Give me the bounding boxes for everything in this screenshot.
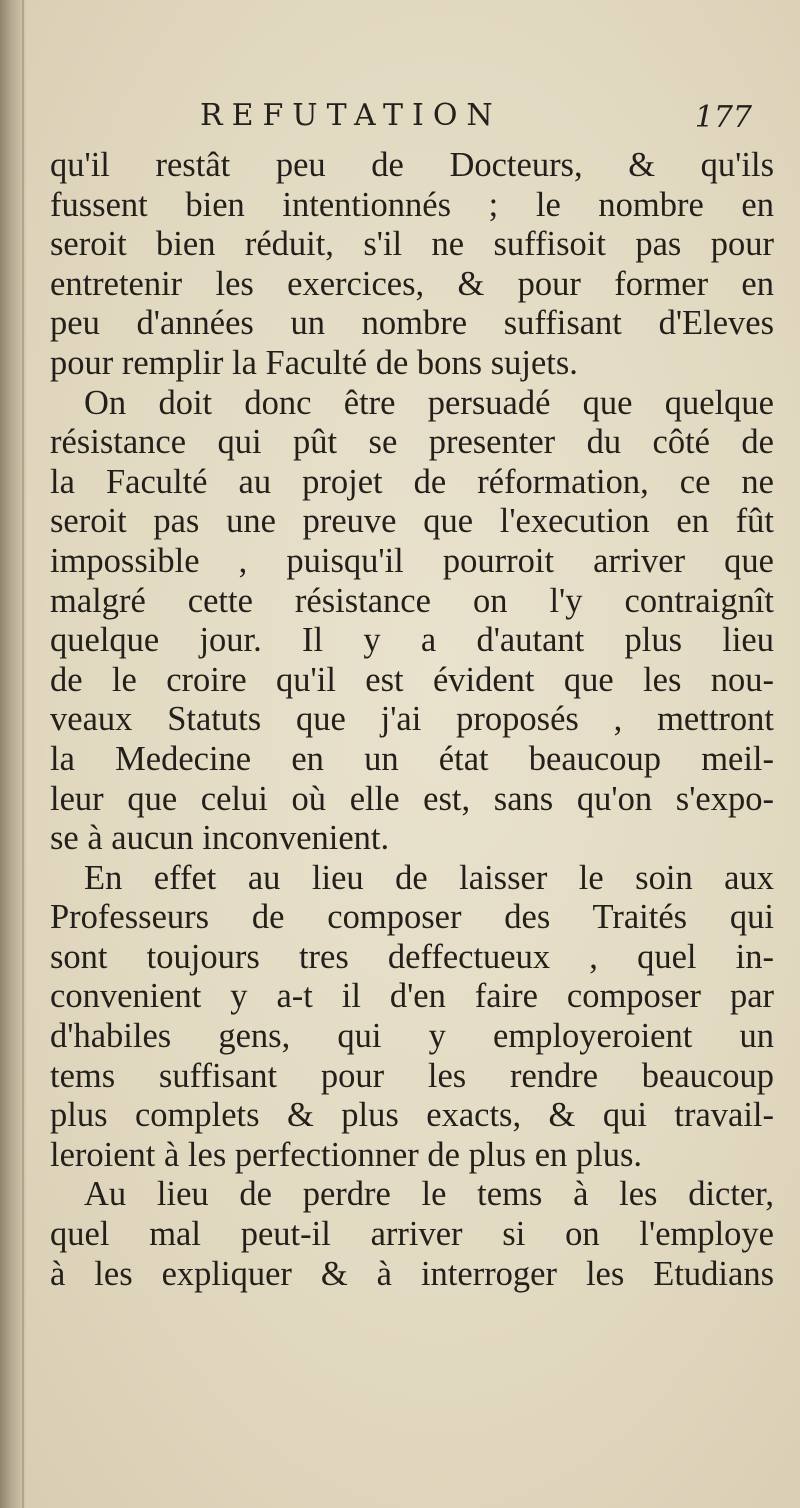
text-line: seroit bien réduit, s'il ne suffisoit pas pour xyxy=(50,225,774,264)
text-line: résistance qui pût se presenter du côté de xyxy=(50,423,774,462)
text-line: qu'il restât peu de Docteurs, & qu'ils xyxy=(50,146,774,184)
text-line: quelque jour. Il y a d'autant plus lieu xyxy=(50,621,774,660)
text-line: Au lieu de perdre le tems à les dicter, xyxy=(84,1175,774,1214)
text-line: de le croire qu'il est évident que les nou- xyxy=(50,660,774,699)
text-line: se à aucun inconvenient. xyxy=(50,819,390,858)
text-line: convenient y a-t il d'en faire composer par xyxy=(50,977,774,1016)
text-line: pour remplir la Faculté de bons sujets. xyxy=(50,343,578,382)
text-line: malgré cette résistance on l'y contraignît xyxy=(50,581,774,620)
text-line: fussent bien intentionnés ; le nombre en xyxy=(50,185,774,224)
page-number: 177 xyxy=(694,100,752,135)
gutter-shadow-line xyxy=(22,0,24,1508)
text-line: peu d'années un nombre suffisant d'Eleves xyxy=(50,304,774,343)
body-text xyxy=(50,146,774,1294)
text-line: On doit donc être persuadé que quelque xyxy=(84,383,774,422)
text-line: leur que celui où elle est, sans qu'on s'expo- xyxy=(50,779,774,818)
text-line: Professeurs de composer des Traités qui xyxy=(50,898,774,937)
text-line: la Medecine en un état beaucoup meil- xyxy=(50,739,774,778)
text-line: tems suffisant pour les rendre beaucoup xyxy=(50,1056,774,1095)
text-line: la Faculté au projet de réformation, ce ne xyxy=(50,462,774,501)
text-line: sont toujours tres deffectueux , quel in- xyxy=(50,937,774,976)
text-line: En effet au lieu de laisser le soin aux xyxy=(84,858,774,897)
text-line: plus complets & plus exacts, & qui travail- xyxy=(50,1096,774,1135)
text-line: à les expliquer & à interroger les Etudians xyxy=(50,1254,774,1293)
running-head: REFUTATION xyxy=(200,98,502,133)
text-line: seroit pas une preuve que l'execution en fût xyxy=(50,502,774,541)
text-line: impossible , puisqu'il pourroit arriver que xyxy=(50,541,774,580)
text-line: entretenir les exercices, & pour former en xyxy=(50,264,774,303)
text-line: quel mal peut-il arriver si on l'employe xyxy=(50,1215,774,1254)
text-line: leroient à les perfectionner de plus en plus. xyxy=(50,1135,643,1174)
text-line: veaux Statuts que j'ai proposés , mettront xyxy=(50,700,774,739)
text-line: d'habiles gens, qui y employeroient un xyxy=(50,1017,774,1056)
